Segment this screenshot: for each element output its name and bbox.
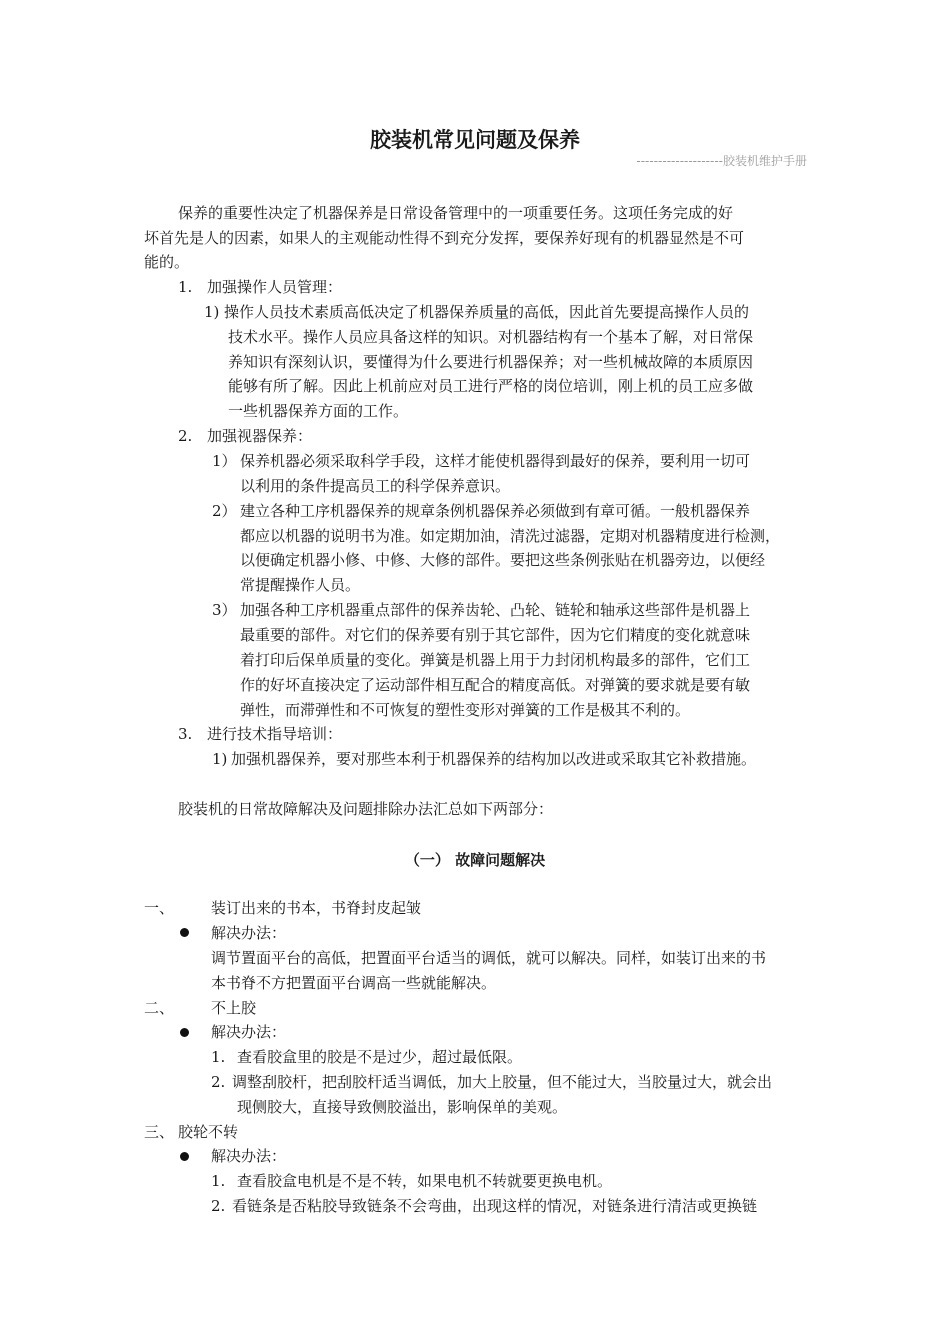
document-subtitle: --------------------胶装机维护手册: [636, 154, 807, 168]
step-number: 1.: [211, 1172, 226, 1190]
sub-item-line: 保养机器必须采取科学手段，这样才能使机器得到最好的保养，要利用一切可: [240, 452, 751, 470]
item-number: 1.: [178, 278, 193, 296]
problem-number: 二、: [144, 999, 175, 1017]
problem-title: 不上胶: [211, 999, 257, 1017]
problem-title: 胶轮不转: [178, 1123, 239, 1141]
sub-item-number: 1): [212, 750, 228, 768]
sub-item-number: 2）: [212, 502, 237, 520]
sub-item-line: 都应以机器的说明书为准。如定期加油，清洗过滤器，定期对机器精度进行检测，: [240, 527, 781, 545]
sub-item-line: 以利用的条件提高员工的科学保养意识。: [240, 477, 511, 495]
sub-item-number: 1): [204, 303, 220, 321]
method-label: 解决办法：: [211, 924, 287, 942]
sub-item-line: 加强机器保养，要对那些本利于机器保养的结构加以改进或采取其它补救措施。: [231, 750, 757, 768]
item-number: 2.: [178, 427, 193, 445]
step-line: 调整刮胶杆，把刮胶杆适当调低，加大上胶量，但不能过大，当胶量过大，就会出: [232, 1073, 773, 1091]
step-number: 1.: [211, 1048, 226, 1066]
summary-text: 胶装机的日常故障解决及问题排除办法汇总如下两部分：: [178, 800, 554, 818]
item-heading: 加强操作人员管理：: [207, 278, 343, 296]
sub-item-line: 最重要的部件。对它们的保养要有别于其它部件，因为它们精度的变化就意味: [240, 626, 751, 644]
sub-item-line: 作的好坏直接决定了运动部件相互配合的精度高低。对弹簧的要求就是要有敏: [240, 676, 751, 694]
bullet-icon: [180, 928, 189, 937]
sub-item-number: 1）: [212, 452, 237, 470]
bullet-icon: [180, 1028, 189, 1037]
item-number: 3.: [178, 725, 193, 743]
intro-line: 能的。: [144, 253, 190, 271]
step-line: 现侧胶大，直接导致侧胶溢出，影响保单的美观。: [237, 1098, 568, 1116]
sub-item-line: 着打印后保单质量的变化。弹簧是机器上用于力封闭机构最多的部件，它们工: [240, 651, 751, 669]
sub-item-line: 能够有所了解。因此上机前应对员工进行严格的岗位培训，刚上机的员工应多做: [228, 377, 754, 395]
step-number: 2.: [211, 1197, 226, 1215]
sub-item-number: 3）: [212, 601, 237, 619]
bullet-icon: [180, 1152, 189, 1161]
problem-number: 三、: [144, 1123, 175, 1141]
sub-item-line: 弹性，而滞弹性和不可恢复的塑性变形对弹簧的工作是极其不利的。: [240, 701, 691, 719]
step-line: 查看胶盒电机是不是不转，如果电机不转就要更换电机。: [237, 1172, 613, 1190]
method-label: 解决办法：: [211, 1147, 287, 1165]
sub-item-line: 一些机器保养方面的工作。: [228, 402, 409, 420]
method-line: 调节置面平台的高低，把置面平台适当的调低，就可以解决。同样，如装订出来的书: [211, 949, 767, 967]
document-title: 胶装机常见问题及保养: [370, 128, 580, 152]
step-number: 2.: [211, 1073, 226, 1091]
section-title: （一） 故障问题解决: [404, 851, 546, 869]
item-heading: 加强视器保养：: [207, 427, 313, 445]
sub-item-line: 加强各种工序机器重点部件的保养齿轮、凸轮、链轮和轴承这些部件是机器上: [240, 601, 751, 619]
sub-item-line: 常提醒操作人员。: [240, 576, 361, 594]
problem-title: 装订出来的书本，书脊封皮起皱: [211, 899, 422, 917]
method-label: 解决办法：: [211, 1023, 287, 1041]
step-line: 查看胶盒里的胶是不是过少，超过最低限。: [237, 1048, 523, 1066]
problem-number: 一、: [144, 899, 175, 917]
sub-item-line: 养知识有深刻认识，要懂得为什么要进行机器保养；对一些机械故障的本质原因: [228, 353, 754, 371]
intro-line: 保养的重要性决定了机器保养是日常设备管理中的一项重要任务。这项任务完成的好: [178, 204, 734, 222]
sub-item-line: 以便确定机器小修、中修、大修的部件。要把这些条例张贴在机器旁边，以便经: [240, 551, 766, 569]
intro-line: 坏首先是人的因素，如果人的主观能动性得不到充分发挥，要保养好现有的机器显然是不可: [144, 229, 745, 247]
method-line: 本书脊不方把置面平台调高一些就能解决。: [211, 974, 497, 992]
item-heading: 进行技术指导培训：: [207, 725, 343, 743]
step-line: 看链条是否粘胶导致链条不会弯曲，出现这样的情况，对链条进行清洁或更换链: [232, 1197, 758, 1215]
sub-item-line: 建立各种工序机器保养的规章条例机器保养必须做到有章可循。一般机器保养: [240, 502, 751, 520]
sub-item-line: 操作人员技术素质高低决定了机器保养质量的高低，因此首先要提高操作人员的: [224, 303, 750, 321]
sub-item-line: 技术水平。操作人员应具备这样的知识。对机器结构有一个基本了解，对日常保: [228, 328, 754, 346]
